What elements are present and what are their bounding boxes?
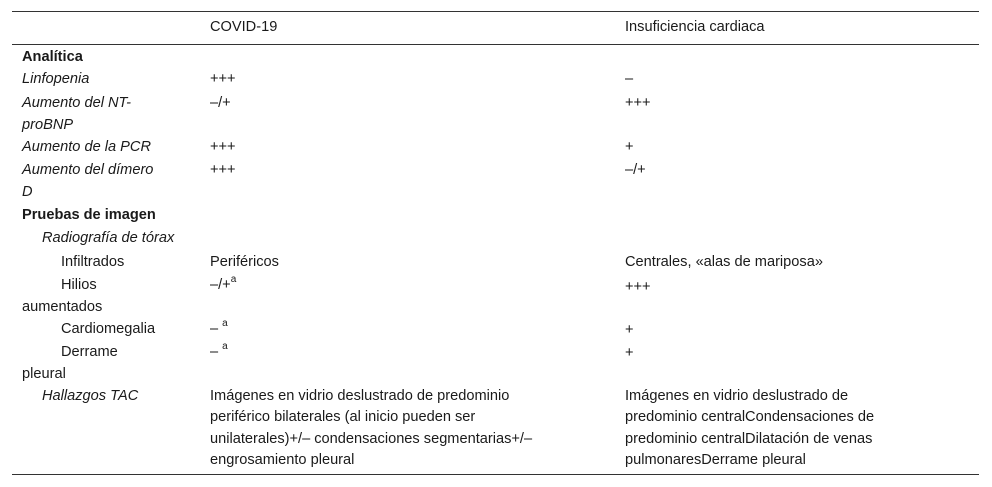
table-header-rule — [12, 44, 979, 45]
cell-ic-infiltrados: Centrales, «alas de mariposa» — [625, 254, 823, 270]
cell-ic-pcr: + — [625, 139, 634, 155]
section-analitica: Analítica — [22, 49, 83, 65]
row-label-derrame-2: pleural — [22, 366, 66, 382]
cell-ic-tac-1: Imágenes en vidrio deslustrado de — [625, 388, 849, 404]
row-label-tac: Hallazgos TAC — [42, 388, 139, 404]
cell-covid-hilios-value: –/+ — [210, 277, 231, 293]
cell-covid-hilios — [210, 274, 236, 296]
cell-ic-hilios: +++ — [625, 279, 651, 295]
footnote-marker: a — [230, 274, 237, 286]
row-label-ntprobnp-1: Aumento del NT- — [22, 95, 131, 111]
cell-covid-tac-4: engrosamiento pleural — [210, 452, 355, 468]
row-label-dimero-1: Aumento del dímero — [22, 162, 154, 178]
cell-covid-derrame-value: – — [210, 344, 223, 360]
cell-ic-linfopenia: – — [625, 71, 634, 87]
cell-covid-dimero: +++ — [210, 162, 236, 178]
cell-covid-cardiomegalia — [210, 318, 228, 340]
cell-covid-linfopenia: +++ — [210, 71, 236, 87]
cell-covid-tac-2: periférico bilaterales (al inicio pueden ser — [210, 409, 476, 425]
section-pruebas-imagen: Pruebas de imagen — [22, 207, 156, 223]
subsection-radiografia: Radiografía de tórax — [42, 230, 175, 246]
cell-ic-tac-4: pulmonaresDerrame pleural — [625, 452, 806, 468]
row-label-hilios-2: aumentados — [22, 299, 103, 315]
cell-covid-infiltrados: Periféricos — [210, 254, 279, 270]
row-label-ntprobnp-2: proBNP — [22, 117, 74, 133]
row-label-infiltrados: Infiltrados — [61, 254, 125, 270]
row-label-hilios-1: Hilios — [61, 277, 97, 293]
cell-ic-ntprobnp: +++ — [625, 95, 651, 111]
header-covid: COVID-19 — [210, 19, 278, 35]
cell-ic-tac-2: predominio centralCondensaciones de — [625, 409, 875, 425]
cell-ic-dimero: –/+ — [625, 162, 646, 178]
cell-covid-ntprobnp: –/+ — [210, 95, 231, 111]
cell-covid-pcr: +++ — [210, 139, 236, 155]
cell-ic-cardiomegalia: + — [625, 322, 634, 338]
footnote-marker: a — [222, 318, 228, 330]
table-bottom-rule — [12, 474, 979, 475]
cell-covid-tac-3: unilaterales)+/– condensaciones segmentarias+/– — [210, 431, 533, 447]
row-label-derrame-1: Derrame — [61, 344, 118, 360]
cell-covid-derrame — [210, 341, 228, 363]
cell-covid-tac-1: Imágenes en vidrio deslustrado de predominio — [210, 388, 510, 404]
row-label-linfopenia: Linfopenia — [22, 71, 90, 87]
cell-covid-cardiomegalia-value: – — [210, 321, 223, 337]
cell-ic-derrame: + — [625, 345, 634, 361]
row-label-dimero-2: D — [22, 184, 33, 200]
row-label-cardiomegalia: Cardiomegalia — [61, 321, 156, 337]
table-top-rule — [12, 11, 979, 12]
header-insuficiencia: Insuficiencia cardiaca — [625, 19, 765, 35]
cell-ic-tac-3: predominio centralDilatación de venas — [625, 431, 873, 447]
row-label-pcr: Aumento de la PCR — [22, 139, 151, 155]
footnote-marker: a — [222, 341, 228, 353]
